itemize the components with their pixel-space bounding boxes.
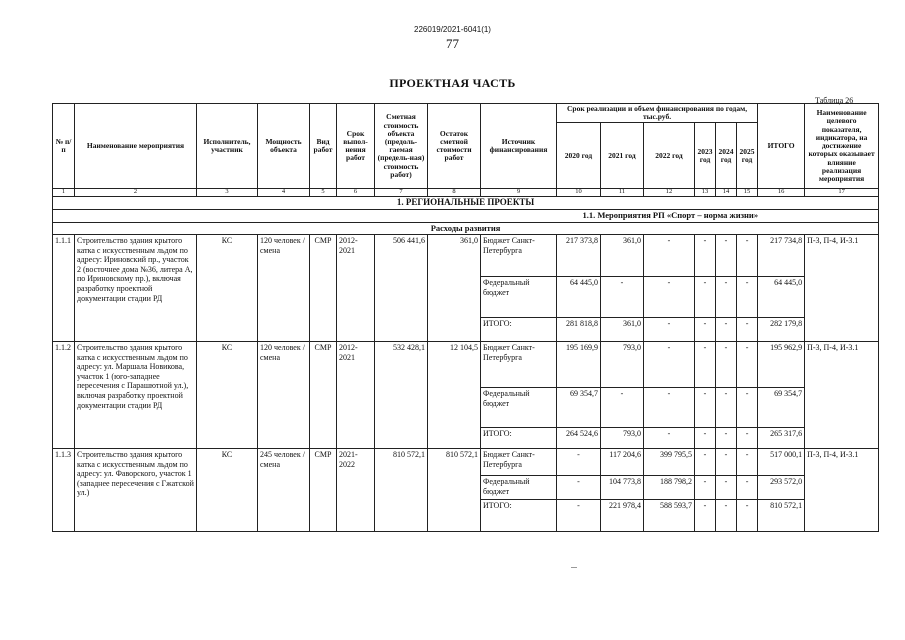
project-work-type: СМР (310, 342, 337, 449)
value-2022: 399 795,5 (644, 449, 695, 476)
value-2024: - (716, 342, 737, 388)
table-row (53, 342, 879, 388)
header-funding-group: Срок реализации и объем финансирования по годам, тыс.руб. (557, 104, 758, 123)
header-num: № п/п (53, 104, 75, 189)
column-number: 13 (695, 189, 716, 197)
value-2020: - (557, 449, 601, 476)
value-2022: 588 593,7 (644, 500, 695, 532)
project-name: Строительство здания крытого катка с искусственным льдом по адресу: ул. Фаворского, участок 1 (западнее пересечения с Гжатской ул.) (75, 449, 197, 532)
value-2023: - (695, 476, 716, 500)
column-number: 6 (337, 189, 375, 197)
project-indicator: П-3, П-4, И-3.1 (805, 235, 879, 342)
project-table-frame (52, 103, 878, 532)
value-2022: - (644, 342, 695, 388)
value-2024: - (716, 500, 737, 532)
header-year-2023: 2023 год (695, 123, 716, 189)
value-total: 265 317,6 (758, 428, 805, 449)
funding-source: ИТОГО: (481, 318, 557, 342)
value-2023: - (695, 428, 716, 449)
value-2023: - (695, 235, 716, 277)
project-term: 2012-2021 (337, 235, 375, 342)
column-number: 10 (557, 189, 601, 197)
value-2024: - (716, 277, 737, 318)
value-2024: - (716, 476, 737, 500)
project-name: Строительство здания крытого катка с искусственным льдом по адресу: Ириновский пр., участок 2 (восточнее дома №36, литера А, по Ириновскому пр.), включая разработку проектной документации стадии РД (75, 235, 197, 342)
value-2021: 361,0 (601, 235, 644, 277)
column-number: 3 (197, 189, 258, 197)
column-number: 14 (716, 189, 737, 197)
header-indicator: Наименование целевого показателя, индикатора, на достижение которых оказывает влияние реализация мероприятия (805, 104, 879, 189)
value-2025: - (737, 342, 758, 388)
value-2023: - (695, 318, 716, 342)
project-estimate: 810 572,1 (375, 449, 428, 532)
project-term: 2012-2021 (337, 342, 375, 449)
value-2020: 195 169,9 (557, 342, 601, 388)
section-title: 1. РЕГИОНАЛЬНЫЕ ПРОЕКТЫ (53, 196, 879, 209)
value-total: 293 572,0 (758, 476, 805, 500)
project-remainder: 12 104,5 (428, 342, 481, 449)
value-2021: 221 978,4 (601, 500, 644, 532)
value-2023: - (695, 277, 716, 318)
column-number: 16 (758, 189, 805, 197)
funding-source: Бюджет Санкт-Петербурга (481, 235, 557, 277)
project-num: 1.1.1 (53, 235, 75, 342)
value-2022: - (644, 235, 695, 277)
column-number: 17 (805, 189, 879, 197)
column-number: 7 (375, 189, 428, 197)
value-total: 69 354,7 (758, 388, 805, 428)
value-2025: - (737, 476, 758, 500)
project-term: 2021-2022 (337, 449, 375, 532)
header-year-2022: 2022 год (644, 123, 695, 189)
column-number-row (53, 189, 879, 197)
value-2023: - (695, 342, 716, 388)
value-2023: - (695, 388, 716, 428)
value-total: 64 445,0 (758, 277, 805, 318)
value-2020: - (557, 500, 601, 532)
column-number: 1 (53, 189, 75, 197)
value-2022: - (644, 428, 695, 449)
funding-source: ИТОГО: (481, 500, 557, 532)
header-source: Источник финансирования (481, 104, 557, 189)
value-2025: - (737, 235, 758, 277)
project-executor: КС (197, 342, 258, 449)
value-total: 810 572,1 (758, 500, 805, 532)
value-2024: - (716, 449, 737, 476)
column-number: 5 (310, 189, 337, 197)
project-indicator: П-3, П-4, И-3.1 (805, 449, 879, 532)
column-number: 2 (75, 189, 197, 197)
value-2025: - (737, 277, 758, 318)
value-2021: 793,0 (601, 428, 644, 449)
value-2024: - (716, 318, 737, 342)
value-2022: - (644, 388, 695, 428)
funding-source: Бюджет Санкт-Петербурга (481, 449, 557, 476)
value-2022: 188 798,2 (644, 476, 695, 500)
project-remainder: 810 572,1 (428, 449, 481, 532)
value-2021: - (601, 277, 644, 318)
value-total: 195 962,9 (758, 342, 805, 388)
value-2021: - (601, 388, 644, 428)
header-name: Наименование мероприятия (75, 104, 197, 189)
value-2020: 64 445,0 (557, 277, 601, 318)
header-term: Срок выпол-нения работ (337, 104, 375, 189)
value-2020: - (557, 476, 601, 500)
value-2024: - (716, 235, 737, 277)
project-work-type: СМР (310, 449, 337, 532)
category-title: Расходы развития (53, 222, 879, 235)
project-indicator: П-3, П-4, И-3.1 (805, 342, 879, 449)
page-number: 77 (446, 36, 459, 51)
value-2021: 793,0 (601, 342, 644, 388)
funding-source: ИТОГО: (481, 428, 557, 449)
value-2025: - (737, 449, 758, 476)
value-2025: - (737, 388, 758, 428)
table-number-note: Таблица 26 (815, 96, 854, 105)
value-2022: - (644, 277, 695, 318)
header-executor: Исполнитель, участник (197, 104, 258, 189)
value-2023: - (695, 500, 716, 532)
value-total: 282 179,8 (758, 318, 805, 342)
header-total: ИТОГО (758, 104, 805, 189)
project-capacity: 245 человек /смена (258, 449, 310, 532)
table-row (53, 235, 879, 277)
value-2025: - (737, 318, 758, 342)
value-2022: - (644, 318, 695, 342)
project-num: 1.1.3 (53, 449, 75, 532)
project-name: Строительство здания крытого катка с искусственным льдом по адресу: ул. Маршала Новикова, участок 1 (юго-западнее пересечения с Парашютной ул.), включая разработку проектной документации стадии РД (75, 342, 197, 449)
header-year-2025: 2025 год (737, 123, 758, 189)
header-work-type: Вид работ (310, 104, 337, 189)
header-remainder: Остаток сметной стоимости работ (428, 104, 481, 189)
table-row (53, 449, 879, 476)
header-year-2024: 2024 год (716, 123, 737, 189)
project-funding-table (52, 103, 879, 532)
funding-source: Федеральный бюджет (481, 476, 557, 500)
value-2021: 361,0 (601, 318, 644, 342)
value-2020: 264 524,6 (557, 428, 601, 449)
project-work-type: СМР (310, 235, 337, 342)
project-capacity: 120 человек /смена (258, 235, 310, 342)
column-number: 12 (644, 189, 695, 197)
project-remainder: 361,0 (428, 235, 481, 342)
column-number: 8 (428, 189, 481, 197)
value-2024: - (716, 428, 737, 449)
column-number: 11 (601, 189, 644, 197)
value-total: 517 000,1 (758, 449, 805, 476)
column-number: 4 (258, 189, 310, 197)
project-num: 1.1.2 (53, 342, 75, 449)
project-executor: КС (197, 235, 258, 342)
value-2021: 117 204,6 (601, 449, 644, 476)
project-executor: КС (197, 449, 258, 532)
column-number: 15 (737, 189, 758, 197)
value-2025: - (737, 428, 758, 449)
header-estimate: Сметная стоимость объекта (предоль-гаемая (предель-ная) стоимость работ) (375, 104, 428, 189)
subsection-title: 1.1. Мероприятия РП «Спорт – норма жизни» (53, 209, 879, 222)
value-2020: 217 373,8 (557, 235, 601, 277)
project-estimate: 532 428,1 (375, 342, 428, 449)
funding-source: Федеральный бюджет (481, 388, 557, 428)
project-capacity: 120 человек /смена (258, 342, 310, 449)
column-number: 9 (481, 189, 557, 197)
value-2021: 104 773,8 (601, 476, 644, 500)
project-estimate: 506 441,6 (375, 235, 428, 342)
value-2020: 69 354,7 (557, 388, 601, 428)
scan-speck (571, 567, 577, 568)
value-2025: - (737, 500, 758, 532)
value-2023: - (695, 449, 716, 476)
value-total: 217 734,8 (758, 235, 805, 277)
page-title: ПРОЕКТНАЯ ЧАСТЬ (389, 76, 516, 90)
value-2024: - (716, 388, 737, 428)
header-year-2020: 2020 год (557, 123, 601, 189)
header-capacity: Мощность объекта (258, 104, 310, 189)
header-year-2021: 2021 год (601, 123, 644, 189)
funding-source: Бюджет Санкт-Петербурга (481, 342, 557, 388)
value-2020: 281 818,8 (557, 318, 601, 342)
document-registration-number: 226019/2021-6041(1) (414, 25, 491, 34)
funding-source: Федеральный бюджет (481, 277, 557, 318)
